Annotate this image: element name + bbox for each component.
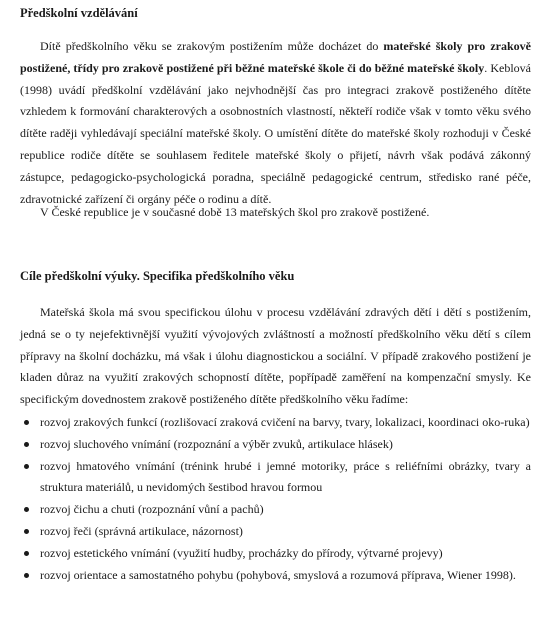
bullet-icon <box>24 507 29 512</box>
bullet-icon <box>24 442 29 447</box>
list-item <box>20 499 531 521</box>
section-heading-preschool-education: Předškolní vzdělávání <box>20 6 138 20</box>
skills-bullet-list <box>20 412 531 586</box>
paragraph-kindergarten-role: Mateřská škola má svou specifickou úlohu v procesu vzdělávání zdravých dětí i dětí s postižením, jedná se o ty nejefektivnější využití vývojových zvláštností a možností předškolního věku dětí s cílem přípravy na školní docházku, má však i úlohu diagnostickou a sociální. V případě zrakového postižení je kladen důraz na využití zrakových schopností dítěte, popřípadě zaměření na kompenzační smysly. Ke specifickým dovednostem zrakově postiženého dítěte předškolního věku řadíme: <box>20 305 531 407</box>
paragraph-school-count: V České republice je v současné době 13 mateřských škol pro zrakově postižené. <box>40 205 430 219</box>
bullet-icon <box>24 420 29 425</box>
list-item <box>20 543 531 565</box>
list-item-text: rozvoj zrakových funkcí (rozlišovací zraková cvičení na barvy, tvary, lokalizaci, koordinaci oko-ruka) <box>40 415 530 429</box>
list-item-text: rozvoj čichu a chuti (rozpoznání vůní a pachů) <box>40 502 264 517</box>
bullet-icon <box>24 573 29 578</box>
list-item-text: rozvoj estetického vnímání (využití hudby, procházky do přírody, výtvarné projevy) <box>40 545 443 560</box>
list-item-text: rozvoj hmatového vnímání (trénink hrubé i jemné motoriky, práce s reliéfními obrázky, tvary a struktura materiálů, u nevidomých šestibod hravou formou <box>40 458 531 495</box>
section-heading-goals: Cíle předškolní výuky. Specifika předškolního věku <box>20 269 295 283</box>
list-item <box>20 565 531 587</box>
paragraph-text: . Keblová (1998) uvádí předškolní vzdělávání jako nejvhodnější čas pro integraci zrakově postiženého dítěte vzhledem k formování charakterových a osobnostních vlastností, někteří rodiče však v tomto věku svého dítěte raději vyhledávají speciální mateřské školy. O umístění dítěte do mateřské školy rozhoduji v České republice rodiče dítěte se souhlasem ředitele mateřské školy o přijetí, návrh však podává zákonný zástupce, pedagogicko-psychologická poradna, speciálně pedagogické centrum, středisko rané péče, zdravotnické zařízení či orgány péče o rodinu a dítě. <box>20 60 531 206</box>
list-item-text: rozvoj řeči (správná artikulace, názornost) <box>40 523 243 538</box>
paragraph-preschool-options <box>20 36 531 210</box>
list-item <box>20 434 531 456</box>
bullet-icon <box>24 551 29 556</box>
bullet-icon <box>24 529 29 534</box>
list-item-text: rozvoj sluchového vnímání (rozpoznání a výběr zvuků, artikulace hlásek) <box>40 436 393 451</box>
paragraph-text: Dítě předškolního věku se zrakovým postižením může docházet do <box>40 39 384 53</box>
bullet-icon <box>24 464 29 469</box>
list-item-text: rozvoj orientace a samostatného pohybu (pohybová, smyslová a rozumová příprava, Wiener 1998). <box>40 567 516 582</box>
list-item <box>20 412 531 434</box>
list-item <box>20 456 531 500</box>
paragraph-bold-text: mateřské školy pro zrakově postižené, třídy pro zrakově postižené při běžné mateřské škole či do běžné mateřské školy <box>20 39 531 75</box>
list-item <box>20 521 531 543</box>
